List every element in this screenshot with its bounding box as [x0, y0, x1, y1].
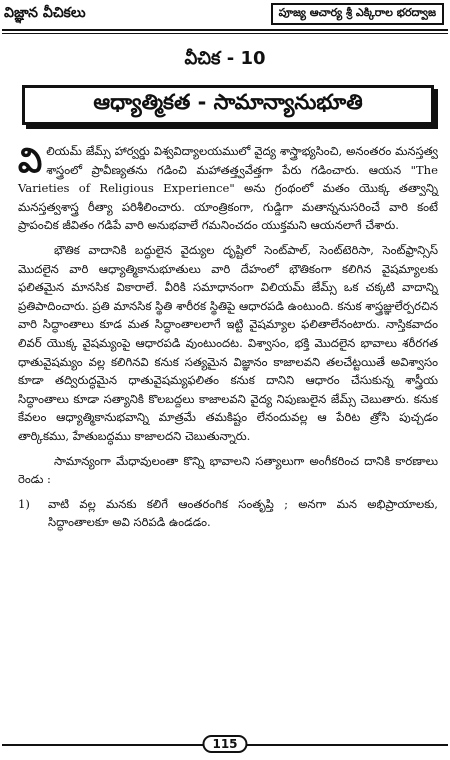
- paragraph: సామాన్యంగా మేధావులంతా కొన్ని భావాలని సత్యాలుగా అంగీకరించ దానికి కారణాలు రెండు :: [18, 453, 438, 487]
- book-title: విజ్ఞాన వీచికలు: [4, 4, 86, 21]
- author-name: పూజ్య ఆచార్య శ్రీ ఎక్కిరాల భరద్వాజ: [271, 3, 444, 25]
- drop-cap: వి: [18, 141, 43, 181]
- list-text: వాటి వల్ల మనకు కలిగే ఆంతరంగిక సంతృప్తి ; అనగా మన అభిప్రాయాలకు, సిద్ధాంతాలకూ అవి సరిపడి ఉండడం.: [48, 496, 438, 530]
- page-number: 115: [202, 735, 247, 753]
- chapter-title-box: [22, 85, 434, 125]
- paragraph-text: లియమ్ జేమ్స్ హార్వర్డు విశ్వవిద్యాలయములో వైద్య శాస్త్రాభ్యసించి, అనంతరం మనస్తత్వ శాస్త్రంలో ప్రావీణ్యతను గడించి మహాతత్త్వవేత్తగా పేరు గడించారు. ఆయన "The Varieties of Religious Experience" అను గ్రంథంలో మతం యొక్క తత్వాన్ని మనస్తత్వశాస్త్ర రీత్యా పరిశీలించారు. యాంత్రికంగా, గుడ్డిగా మతాన్ననుసరించే వారి కంటే ప్రాపంచిక జీవితం గడిపే వారి అనుభవాలే గమనించదం యుక్తమని ఆయనలాగే చేశారు.: [18, 144, 438, 233]
- header-rule-thin: [2, 33, 448, 34]
- body-text: [18, 142, 438, 532]
- header-rule: [2, 29, 448, 31]
- chapter-label: వీచిక - 10: [184, 48, 266, 69]
- paragraph: భౌతిక వాదానికి బద్ధులైన వైద్యుల దృష్టిలో సెంట్‌పాల్, సెంట్‌టెరిసా, సెంట్‌ఫ్రాన్సిస్ మొదలైన వారి ఆధ్యాత్మికానుభూతులు వారి దేహంలో భౌతికంగా కలిగిన వైషమ్యాలకు ఫలితమైన మానసిక వికారాలే. వీరికి సమాధానంగా విలియమ్ జేమ్స్ ఒక చక్కటి వాదాన్ని ప్రతిపాదించారు. ప్రతి మానసిక స్థితి శారీరక స్థితిపై ఆధారపడి ఉంటుంది. కనుక శాస్త్రజ్ఞులేర్పరచిన వారి సిద్ధాంతాలు కూడ మత సిద్ధాంతాలలాగే ఇట్టి వైషమ్యాల ఫలితాలేనంటారు. నాస్తికవాదం లివర్ యొక్క వైషమ్యంపై ఆధారపడి వుంటుందట. విశ్వాసం, భక్తి మొదలైన భావాలు శరీరగత ధాతువైషమ్యం వల్ల కలిగినవి కనుక సత్యమైన విజ్ఞానం కాజాలవని తలచేట్టయితే అవిశ్వాసం కూడా తద్విరుద్ధమైన ధాతువైషమ్యఫలితం కనుక దానిని ఆధారం చేసుకున్న శాస్త్రీయ సిద్ధాంతాలు కూడా సత్యానికి కొలబద్దలు కాజాలవని వైద్య నిపుణులైన జేమ్స్ చెబుతారు. కనుక కేవలం ఆధ్యాత్మికానుభవాన్ని మాత్రమే తమకిష్టం లేనందువల్ల ఆ పేరిట త్రోసి పుచ్చడం తార్కికము, హేతుబద్ధము కాజాలదని చెబుతున్నారు.: [18, 242, 438, 443]
- chapter-title: ఆధ్యాత్మికత - సామాన్యానుభూతి: [93, 90, 363, 114]
- paragraph: [18, 142, 438, 235]
- running-header: [0, 0, 450, 28]
- list-number: 1): [18, 496, 30, 511]
- list-item: [18, 495, 438, 532]
